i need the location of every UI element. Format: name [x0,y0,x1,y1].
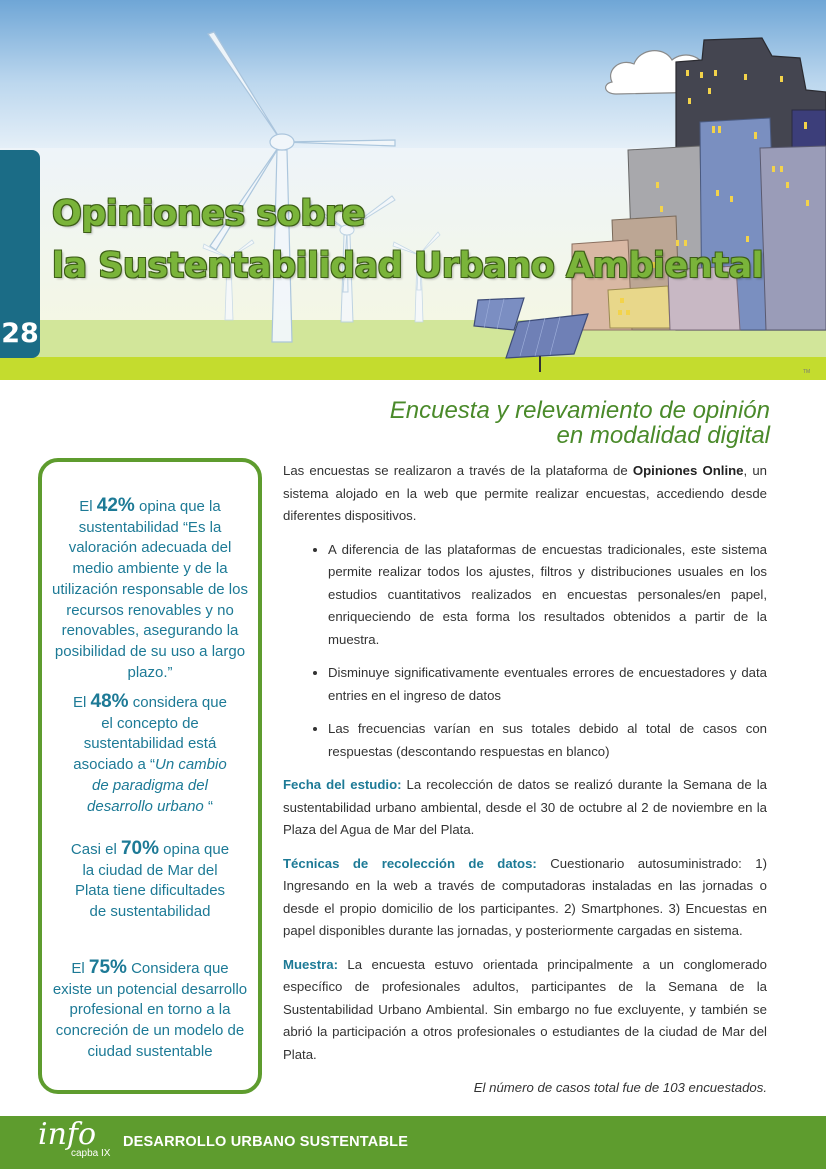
title-line: Opiniones sobre [52,194,365,234]
stat-percentage: 70% [120,838,159,859]
stat-42: El 42% opina que la sustentabilidad “Es la valoración adecuada del medio ambiente y de la utilización responsable de los recursos renovables y no renovables, asegurando la posibilidad de su uso a largo plazo.” [52,495,248,681]
title-line: la Sustentabilidad Urbano Ambiental [52,246,764,286]
section-heading-line: en modalidad digital [556,422,770,449]
page-number: 28 [1,318,39,349]
techniques-paragraph: Técnicas de recolección de datos: Cuestionario autosuministrado: 1) Ingresando en la web a través de computadoras instaladas en las jornadas o desde el propio domicilio de los participantes. 2) Smartphones. 3) Encuestas en papel disponibles durante las jornadas, y posteriormente cargadas en sistema. [283,855,767,938]
list-item: • Las frecuencias varían en sus totales debido al total de casos con respuestas (descontando respuestas en blanco) [328,718,767,763]
logo-word: info [38,1117,97,1152]
intro-paragraph: Las encuestas se realizaron a través de la plataforma de Opiniones Online, un sistema alojado en la web que permite realizar encuestas, accediendo desde diferentes dispositivos. [283,463,767,523]
stat-percentage: 75% [88,957,127,978]
main-text [283,460,767,1111]
stats-sidebar [38,458,262,1094]
techniques-label: Técnicas de recolección de datos: [283,855,537,871]
stat-percentage: 48% [90,691,129,712]
list-item: • Disminuye significativamente eventuales errores de encuestadores y data entries en el ingreso de datos [328,662,767,707]
info-capba-logo [38,1117,111,1159]
logo-subtitle: capba IX [71,1148,111,1159]
page-title [52,188,763,292]
trademark-mark: TM [803,369,811,375]
total-cases-note: El número de casos total fue de 103 encuestados. [473,1080,767,1095]
sample-label: Muestra: [283,956,338,972]
footer-section-title: DESARROLLO URBANO SUSTENTABLE [123,1134,409,1150]
stat-48: El 48% considera que el concepto de sustentabilidad está asociado a “Un cambio de paradigma del desarrollo urbano “ [73,691,227,815]
sample-paragraph: Muestra: La encuesta estuvo orientada principalmente a un conglomerado específico de profesionales adultos, participantes de la Semana de la Sustentabilidad Urbano Ambiental. Sin embargo no fue excluyente, y también se abrió la participación a otros profesionales o estudiantes de la ciudad de Mar del Plata. [283,956,767,1062]
stat-percentage: 42% [96,495,135,516]
study-date-paragraph: Fecha del estudio: La recolección de datos se realizó durante la Semana de la sustentabilidad urbano ambiental, desde el 30 de octubre al 2 de noviembre en la Plaza del Agua de Mar del Plata. [283,777,767,837]
study-date-label: Fecha del estudio: [283,777,402,792]
section-heading [390,398,770,448]
platform-name: Opiniones Online [632,463,744,478]
section-heading-line: Encuesta y relevamiento de opinión [389,397,770,424]
list-item: • A diferencia de las plataformas de encuestas tradicionales, este sistema permite realizar todos los ajustes, filtros y distribuciones usuales en los estudios cuantitativos realizados en encuestas personales/en papel, enriqueciendo de esta forma los resultados obtenidos a partir de la muestra. [328,539,767,652]
stat-75: El 75% Considera que existe un potencial desarrollo profesional en torno a la concreción de un modelo de ciudad sustentable [52,957,248,1060]
features-list [283,539,767,764]
stat-70: Casi el 70% opina que la ciudad de Mar del Plata tiene dificultades de sustentabilidad [70,838,230,921]
